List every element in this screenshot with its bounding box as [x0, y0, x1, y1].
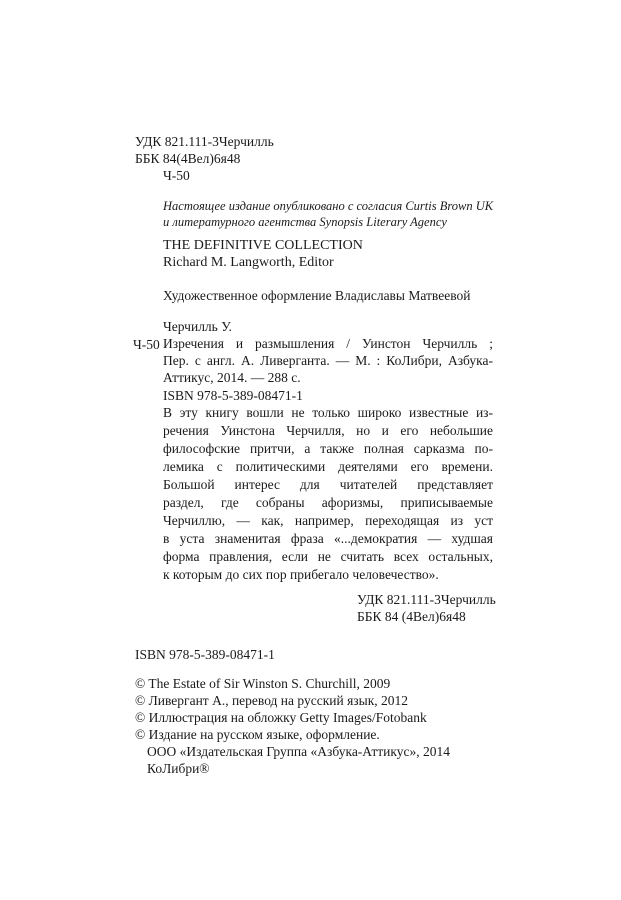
original-title: THE DEFINITIVE COLLECTION — [163, 238, 363, 253]
bbk-code-repeat: ББК 84 (4Вел)6я48 — [357, 609, 466, 624]
copyright-line: © Ливергант А., перевод на русский язык, 2012 — [135, 693, 408, 708]
annotation-line: лемика с политическими деятелями его времени. — [163, 459, 493, 474]
imprint-line: КоЛибри® — [147, 761, 210, 776]
copyright-line: © Иллюстрация на обложку Getty Images/Fotobank — [135, 710, 427, 725]
author-mark: Ч-50 — [163, 168, 190, 183]
copyright-line: © Издание на русском языке, оформление. — [135, 727, 380, 742]
catalog-isbn: ISBN 978-5-389-08471-1 — [163, 388, 303, 403]
annotation-line: В эту книгу вошли не только широко известные из- — [163, 405, 493, 420]
catalog-entry-body — [163, 336, 493, 387]
annotation — [163, 404, 493, 584]
original-editor: Richard M. Langworth, Editor — [163, 255, 334, 270]
annotation-line: к которым до сих пор прибегало человечество». — [163, 567, 439, 582]
annotation-line: речения Уинстона Черчилля, но и его небольшие — [163, 423, 493, 438]
annotation-line: Большой интерес для читателей представляет — [163, 477, 493, 492]
catalog-author-mark: Ч-50 — [133, 337, 160, 352]
catalog-line: Пер. с англ. А. Ливерганта. — М. : КоЛибри, Азбука- — [163, 353, 493, 368]
rights-note-line-1: Настоящее издание опубликовано с согласия Curtis Brown UK — [163, 199, 494, 213]
annotation-line: в уста знаменитая фраза «...демократия — худшая — [163, 531, 493, 546]
udk-code-repeat: УДК 821.111-3Черчилль — [357, 592, 496, 607]
udk-code: УДК 821.111-3Черчилль — [135, 134, 274, 149]
annotation-line: раздел, где собраны афоризмы, приписываемые — [163, 495, 493, 510]
catalog-author: Черчилль У. — [163, 319, 232, 334]
catalog-line: Аттикус, 2014. — 288 с. — [163, 370, 301, 385]
isbn: ISBN 978-5-389-08471-1 — [135, 647, 275, 662]
catalog-line: Изречения и размышления / Уинстон Черчилль ; — [163, 336, 493, 351]
annotation-line: форма правления, если не считать всех остальных, — [163, 549, 493, 564]
annotation-line: Черчиллю, — как, например, переходящая из уст — [163, 513, 493, 528]
bbk-code: ББК 84(4Вел)6я48 — [135, 151, 241, 166]
design-credit: Художественное оформление Владиславы Матвеевой — [163, 288, 471, 303]
copyright-line: © The Estate of Sir Winston S. Churchill, 2009 — [135, 676, 391, 691]
annotation-line: философские притчи, а также полная сарказма по- — [163, 441, 493, 456]
publisher-line: ООО «Издательская Группа «Азбука-Аттикус», 2014 — [147, 744, 451, 759]
rights-note-line-2: и литературного агентства Synopsis Literary Agency — [163, 215, 447, 229]
